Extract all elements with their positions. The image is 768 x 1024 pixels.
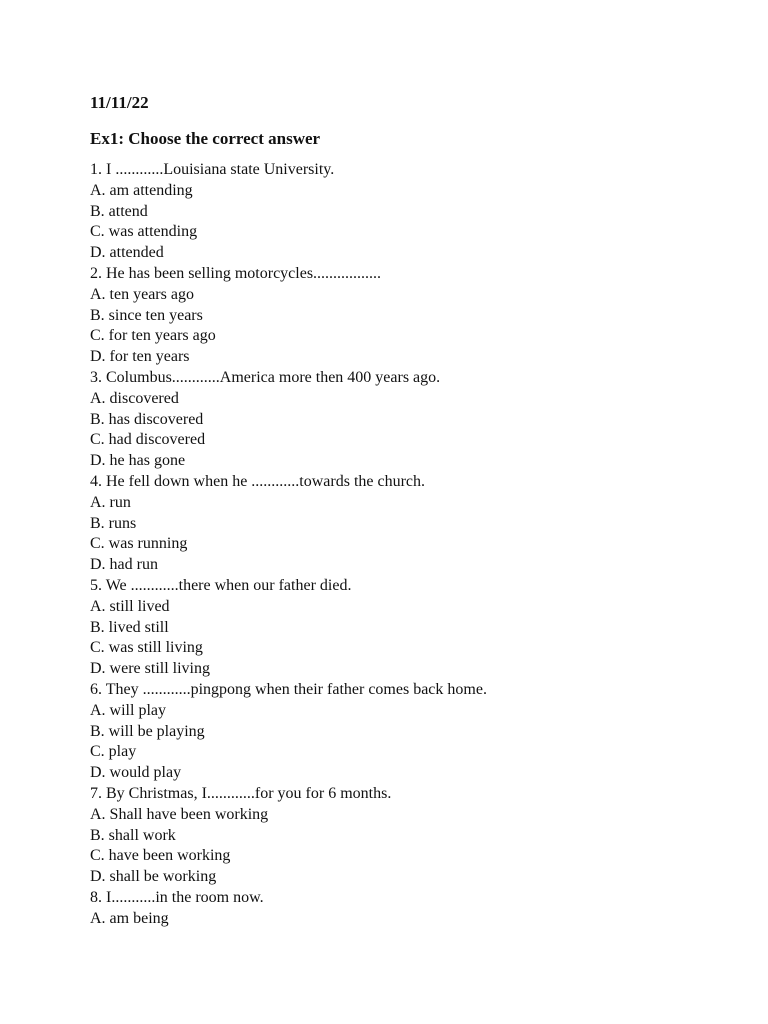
answer-option: B. since ten years [90,306,203,324]
question-1 [90,160,730,264]
answer-option: B. shall work [90,826,176,844]
answer-option: B. will be playing [90,722,205,740]
answer-option: C. was attending [90,223,198,241]
answer-option: A. discovered [90,389,179,407]
answer-option: D. had run [90,556,158,574]
answer-option: A. Shall have been working [90,805,269,823]
answer-option: A. am attending [90,181,193,199]
answer-option: D. he has gone [90,452,186,470]
question-8 [90,888,730,930]
answer-option: C. for ten years ago [90,327,216,345]
answer-option: D. shall be working [90,868,217,886]
answer-option: A. run [90,493,131,511]
answer-option: A. ten years ago [90,285,194,303]
question-prompt: 3. Columbus............America more then 400 years ago. [90,368,441,386]
answer-option: C. play [90,743,137,761]
question-prompt: 1. I ............Louisiana state University. [90,161,335,178]
question-3 [90,368,730,472]
answer-option: C. was running [90,535,188,553]
answer-option: A. am being [90,909,169,927]
question-prompt: 7. By Christmas, I............for you for 6 months. [90,784,392,802]
question-prompt: 4. He fell down when he ............towards the church. [90,472,426,490]
worksheet-page [90,92,730,929]
question-2 [90,264,730,368]
answer-option: C. have been working [90,847,231,865]
answer-option: A. will play [90,701,166,719]
question-prompt: 6. They ............pingpong when their father comes back home. [90,680,487,698]
question-7 [90,784,730,888]
answer-option: B. lived still [90,618,169,636]
exercise-title: Ex1: Choose the correct answer [90,129,321,148]
answer-option: D. for ten years [90,348,190,366]
question-5 [90,576,730,680]
answer-option: B. runs [90,514,137,532]
answer-option: C. was still living [90,639,203,657]
question-prompt: 5. We ............there when our father died. [90,576,352,594]
answer-option: B. attend [90,202,148,220]
answer-option: D. were still living [90,660,210,678]
answer-option: D. attended [90,244,164,262]
date-heading: 11/11/22 [90,93,149,112]
answer-option: B. has discovered [90,410,204,428]
answer-option: C. had discovered [90,431,206,449]
question-prompt: 2. He has been selling motorcycles................. [90,264,382,282]
question-4 [90,472,730,576]
question-prompt: 8. I...........in the room now. [90,888,264,906]
answer-option: D. would play [90,764,182,782]
answer-option: A. still lived [90,597,170,615]
question-6 [90,680,730,784]
